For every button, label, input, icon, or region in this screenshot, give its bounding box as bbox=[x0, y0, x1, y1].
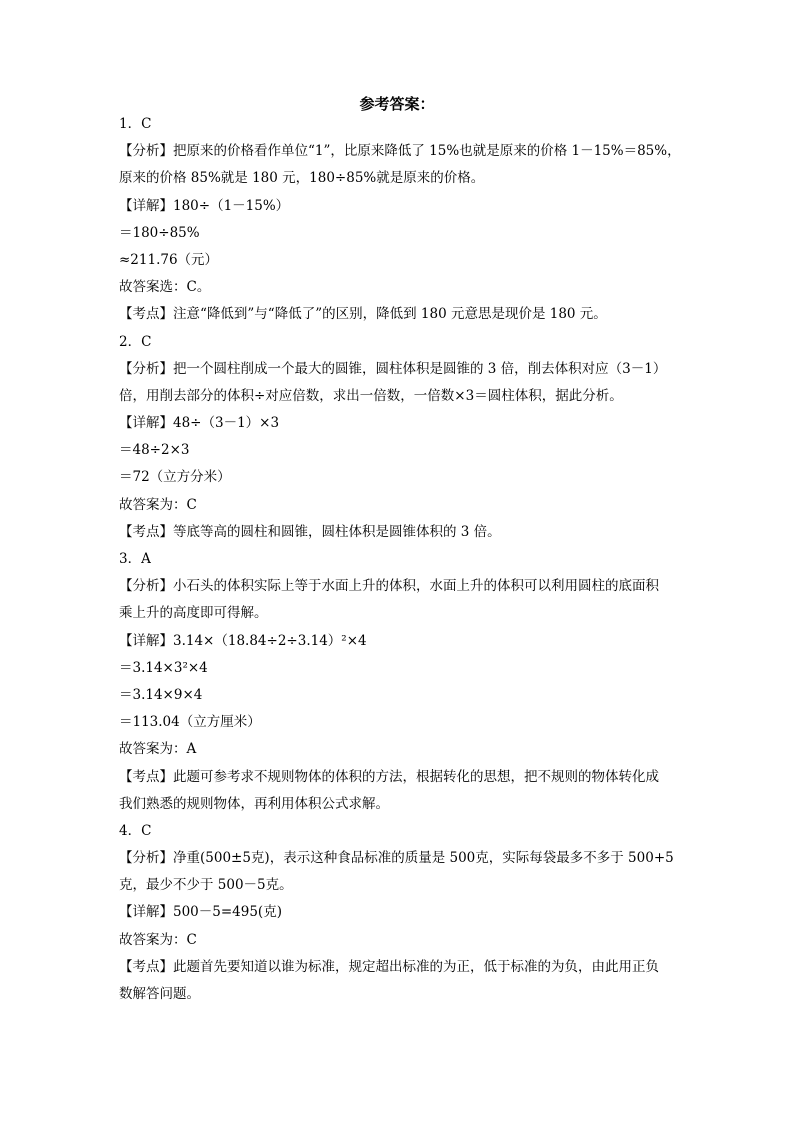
analysis-text: 乘上升的高度即可得解。 bbox=[119, 605, 268, 622]
solution-step: ＝72（立方分米） bbox=[119, 469, 231, 486]
question-number: 3．A bbox=[119, 551, 151, 567]
analysis-text: 克，最少不少于 500－5克。 bbox=[119, 877, 293, 894]
answer-1 bbox=[119, 111, 689, 329]
solution-step: ＝113.04（立方厘米） bbox=[119, 714, 261, 731]
key-point-text: 数解答问题。 bbox=[119, 986, 200, 1002]
question-number: 2．C bbox=[119, 333, 152, 350]
analysis-text: 原来的价格 85%就是 180 元，180÷85%就是原来的价格。 bbox=[119, 170, 485, 187]
analysis-text: 【分析】小石头的体积实际上等于水面上升的体积，水面上升的体积可以利用圆柱的底面积 bbox=[119, 578, 659, 595]
answer-choice: 故答案为：A bbox=[119, 741, 197, 758]
answer-choice: 故答案为：C bbox=[119, 931, 197, 948]
analysis-text: 【分析】把一个圆柱削成一个最大的圆锥，圆柱体积是圆锥的 3 倍，削去体积对应（3－1） bbox=[119, 360, 667, 377]
analysis-text: 【分析】把原来的价格看作单位“1”，比原来降低了 15%也就是原来的价格 1－15%＝85%， bbox=[119, 143, 681, 160]
question-number: 4．C bbox=[119, 822, 152, 839]
solution-step: ≈211.76（元） bbox=[119, 251, 219, 268]
solution-text: 【详解】180÷（1－15%） bbox=[119, 197, 290, 214]
answer-choice: 故答案选：C。 bbox=[119, 279, 211, 296]
question-number: 1．C bbox=[119, 116, 152, 132]
analysis-text: 倍，用削去部分的体积÷对应倍数，求出一倍数，一倍数×3＝圆柱体积，据此分析。 bbox=[119, 387, 623, 404]
solution-step: ＝3.14×9×4 bbox=[119, 686, 203, 703]
solution-text: 【详解】3.14×（18.84÷2÷3.14）²×4 bbox=[119, 632, 367, 649]
key-point-text: 【考点】等底等高的圆柱和圆锥，圆柱体积是圆锥体积的 3 倍。 bbox=[119, 523, 501, 540]
page-title: 参考答案： bbox=[359, 95, 435, 113]
answer-content bbox=[119, 111, 689, 1008]
key-point-text: 我们熟悉的规则物体，再利用体积公式求解。 bbox=[119, 795, 389, 812]
solution-step: ＝3.14×3²×4 bbox=[119, 659, 208, 676]
key-point-text: 【考点】注意“降低到”与“降低了”的区别，降低到 180 元意思是现价是 180 元。 bbox=[119, 306, 607, 323]
answer-3 bbox=[119, 546, 689, 818]
solution-step: ＝48÷2×3 bbox=[119, 442, 190, 459]
answer-4 bbox=[119, 818, 689, 1008]
solution-text: 【详解】500－5=495(克) bbox=[119, 904, 282, 921]
solution-step: ＝180÷85% bbox=[119, 224, 200, 241]
answer-choice: 故答案为：C bbox=[119, 496, 197, 513]
solution-text: 【详解】48÷（3－1）×3 bbox=[119, 415, 280, 432]
answer-2 bbox=[119, 329, 689, 547]
key-point-text: 【考点】此题可参考求不规则物体的体积的方法，根据转化的思想，把不规则的物体转化成 bbox=[119, 768, 659, 785]
analysis-text: 【分析】净重(500±5克)，表示这种食品标准的质量是 500克，实际每袋最多不多于 500+5 bbox=[119, 850, 674, 867]
key-point-text: 【考点】此题首先要知道以谁为标准，规定超出标准的为正，低于标准的为负，由此用正负 bbox=[119, 958, 659, 975]
